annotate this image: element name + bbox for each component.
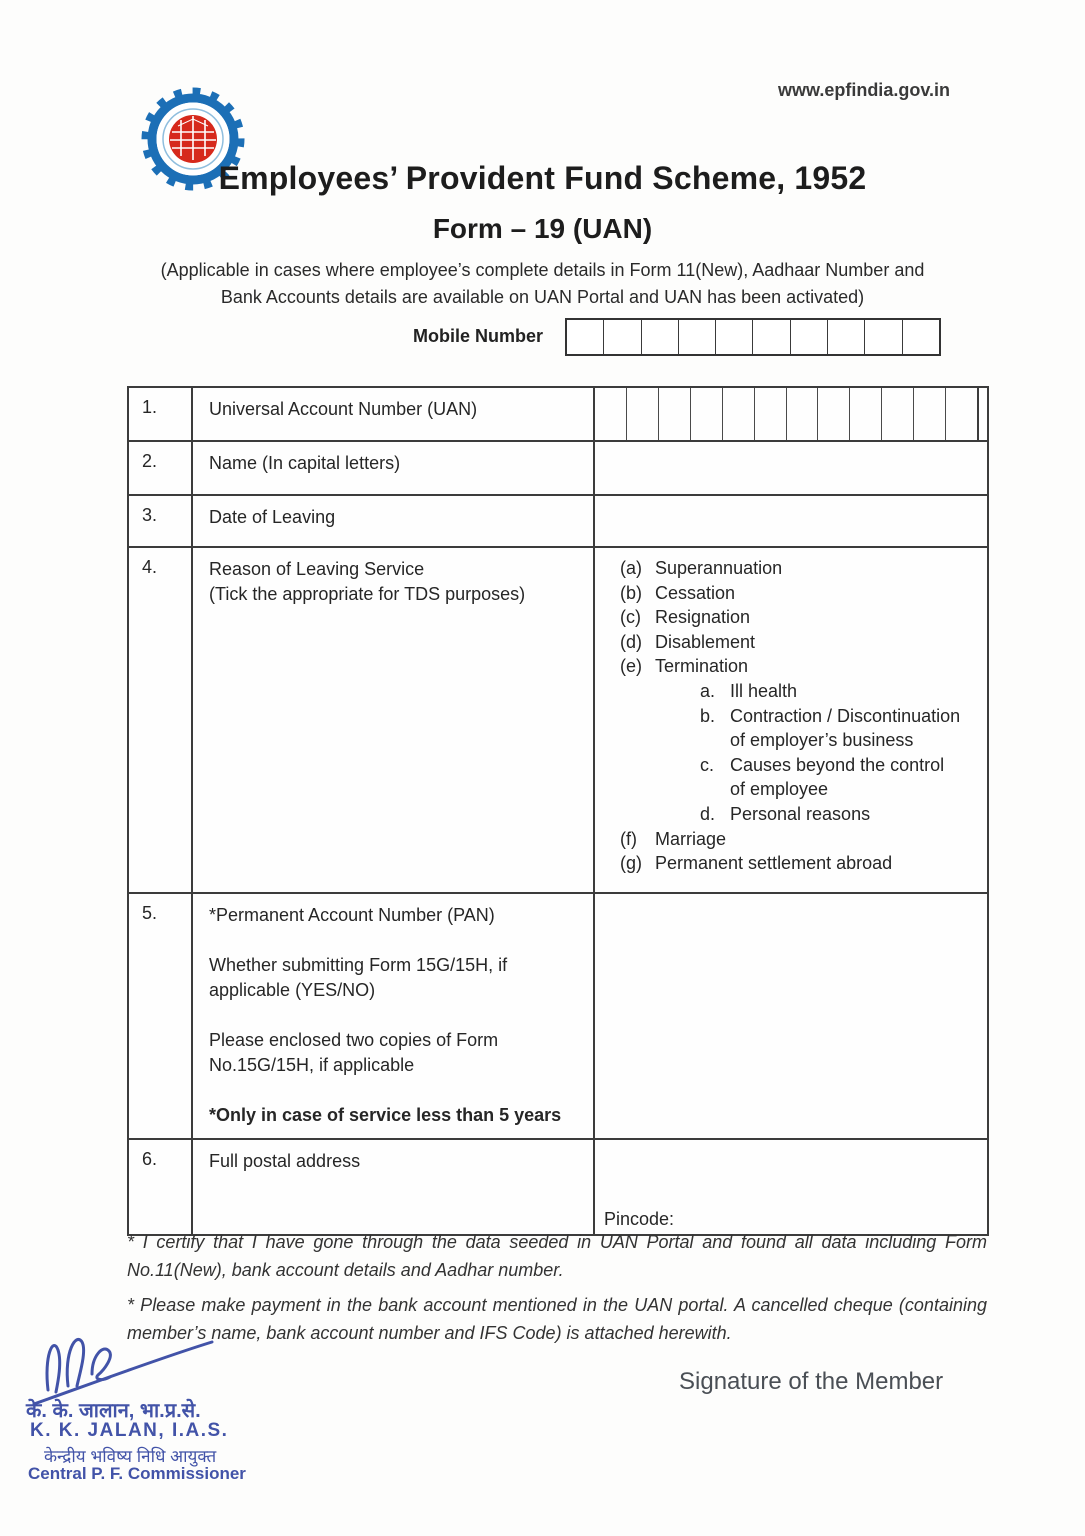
address-input-cell[interactable] (595, 1140, 987, 1234)
digit-box[interactable] (604, 320, 641, 354)
digit-box[interactable] (691, 388, 723, 440)
digit-box[interactable] (659, 388, 691, 440)
digit-box[interactable] (753, 320, 790, 354)
digit-box[interactable] (723, 388, 755, 440)
digit-box[interactable] (595, 388, 627, 440)
digit-box[interactable] (627, 388, 659, 440)
row-number: 6. (129, 1140, 193, 1234)
table-row-uan (129, 388, 987, 440)
website-url: www.epfindia.gov.in (777, 80, 950, 100)
table-row-reason-of-leaving (129, 546, 987, 892)
option-superannuation[interactable]: (a) Superannuation (620, 558, 783, 578)
digit-box[interactable] (679, 320, 716, 354)
applicability-line2: Bank Accounts details are available on UAN Portal and UAN has been activated) (220, 287, 865, 307)
digit-box[interactable] (642, 320, 679, 354)
reason-sublabel: (Tick the appropriate for TDS purposes) (209, 584, 526, 604)
digit-box[interactable] (914, 388, 946, 440)
suboption-ill-health[interactable]: a. Ill health (700, 680, 798, 701)
commissioner-title-hindi: केन्द्रीय भविष्य निधि आयुक्त (44, 1447, 217, 1466)
digit-box[interactable] (946, 388, 977, 440)
digit-box[interactable] (791, 320, 828, 354)
applicability-line1: (Applicable in cases where employee’s complete details in Form 11(New), Aadhaar Number and (160, 260, 925, 280)
payment-note: * Please make payment in the bank account mentioned in the UAN portal. A cancelled cheque (containing member’s name, bank account number and IFS Code) is attached herewith. (127, 1295, 987, 1343)
termination-sub-options (700, 679, 981, 827)
row-number: 3. (129, 496, 193, 546)
member-signature-label: Signature of the Member (679, 1368, 944, 1395)
service-note: *Only in case of service less than 5 years (209, 1105, 562, 1125)
uan-input-boxes[interactable] (595, 388, 979, 440)
option-marriage[interactable]: (f) Marriage (620, 828, 727, 849)
certification-note: * I certify that I have gone through the data seeded in UAN Portal and found all data including Form No.11(New), bank account details and Aadhar number. (127, 1232, 987, 1280)
digit-box[interactable] (755, 388, 787, 440)
row-label: Universal Account Number (UAN) (193, 388, 595, 440)
option-cessation[interactable]: (b) Cessation (620, 582, 736, 603)
option-permanent-settlement-abroad[interactable]: (g) Permanent settlement abroad (620, 853, 893, 874)
uan-value-cell (595, 388, 987, 440)
option-termination[interactable]: (e) Termination (620, 656, 749, 677)
digit-box[interactable] (716, 320, 753, 354)
digit-box[interactable] (828, 320, 865, 354)
date-of-leaving-input-cell[interactable] (595, 496, 987, 546)
row-label: Date of Leaving (193, 496, 595, 546)
digit-box[interactable] (787, 388, 819, 440)
reason-options-cell (595, 548, 987, 892)
form-table (127, 386, 989, 1236)
digit-box[interactable] (850, 388, 882, 440)
applicability-note (0, 257, 1085, 311)
row-number: 5. (129, 894, 193, 1138)
suboption-personal-reasons[interactable]: d. Personal reasons (700, 803, 871, 824)
digit-box[interactable] (865, 320, 902, 354)
row-label: Full postal address (193, 1140, 595, 1234)
mobile-number-input-boxes[interactable] (565, 318, 941, 356)
table-row-postal-address (129, 1138, 987, 1234)
pan-label: *Permanent Account Number (PAN) (209, 905, 495, 925)
digit-box[interactable] (903, 320, 939, 354)
scheme-title: Employees’ Provident Fund Scheme, 1952 (218, 160, 867, 196)
row-number: 4. (129, 548, 193, 892)
table-row-pan (129, 892, 987, 1138)
pincode-label: Pincode: (604, 1209, 675, 1229)
commissioner-title-english: Central P. F. Commissioner (28, 1464, 246, 1483)
digit-box[interactable] (818, 388, 850, 440)
pan-label-cell (193, 894, 595, 1138)
commissioner-name-english: K. K. JALAN, I.A.S. (30, 1420, 229, 1441)
pan-input-cell[interactable] (595, 894, 987, 1138)
table-row-name (129, 440, 987, 494)
mobile-number-label: Mobile Number (413, 326, 544, 346)
row-label: Name (In capital letters) (193, 442, 595, 494)
option-resignation[interactable]: (c) Resignation (620, 607, 751, 628)
digit-box[interactable] (882, 388, 914, 440)
name-input-cell[interactable] (595, 442, 987, 494)
form-number-title: Form – 19 (UAN) (432, 213, 653, 244)
table-row-date-of-leaving (129, 494, 987, 546)
row-label (193, 548, 595, 892)
form-15g-instruction: Please enclosed two copies of Form No.15G/15H, if applicable (209, 1030, 499, 1075)
reason-label: Reason of Leaving Service (209, 559, 425, 579)
row-number: 1. (129, 388, 193, 440)
row-number: 2. (129, 442, 193, 494)
suboption-causes-beyond-control[interactable]: c. Causes beyond the control of employee (700, 754, 945, 800)
suboption-contraction[interactable]: b. Contraction / Discontinuation of employer’s business (700, 705, 961, 751)
option-disablement[interactable]: (d) Disablement (620, 631, 756, 652)
digit-box[interactable] (567, 320, 604, 354)
form-15g-question: Whether submitting Form 15G/15H, if applicable (YES/NO) (209, 955, 508, 1000)
commissioner-name-hindi: के. के. जालान, भा.प्र.से. (26, 1400, 201, 1422)
